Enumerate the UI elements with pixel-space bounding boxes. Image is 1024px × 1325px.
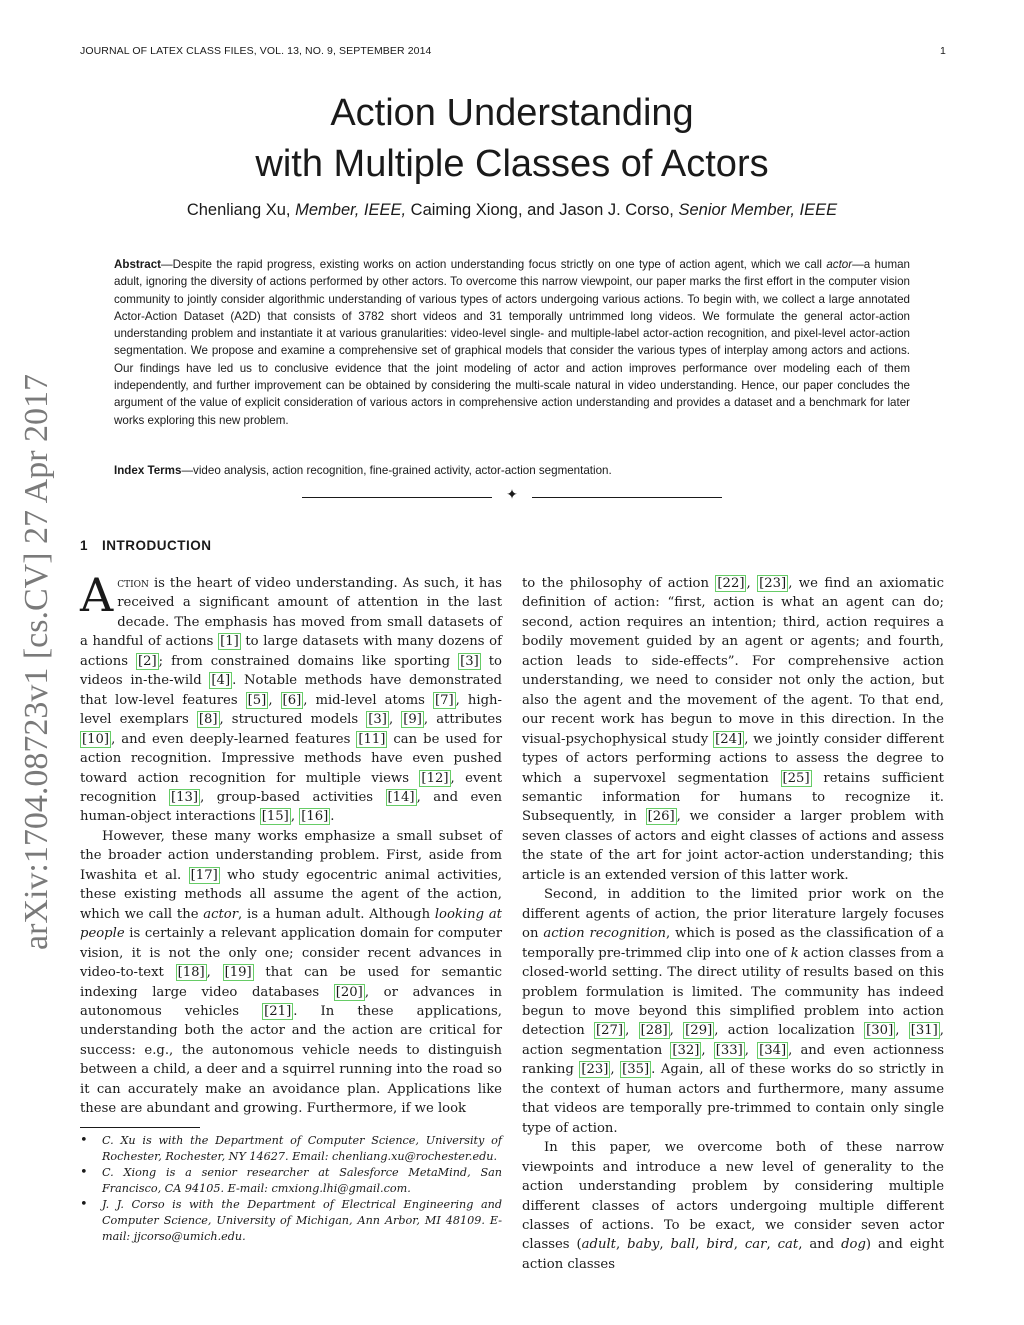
title-line-2: with Multiple Classes of Actors [255,143,769,185]
text-run: , and even deeply-learned features [111,731,357,747]
citation-link[interactable]: [35] [622,1062,650,1078]
actor-class-ball: ball [670,1237,696,1253]
text-run: , mid-level atoms [303,692,433,708]
index-terms-label: Index Terms [114,464,182,477]
citation-link[interactable]: [10] [82,731,110,747]
text-run: , [616,1237,628,1253]
citation-link[interactable]: [28] [640,1023,668,1039]
text-run: action classes from a closed-world setting. The direct utility of results based on this problem formulation is limited. The community has indeed begun to move beyond this simplified problem into action detection [522,945,944,1039]
text-run: , action segmentation [522,1023,944,1058]
footnote-rule [80,1127,200,1128]
text-run: . Notable methods have demonstrated that low-level features [80,673,503,708]
journal-name: JOURNAL OF LATEX CLASS FILES, VOL. 13, NO. 9, SEPTEMBER 2014 [80,45,432,57]
author-footnotes [80,1133,502,1245]
citation-link[interactable]: [20] [335,984,363,1000]
text-run: retains sufficient semantic information for humans to recognize it. Subsequently, in [522,770,944,825]
divider-rule-right [532,497,722,498]
emphasis-action-recognition: action recognition [543,926,667,942]
actor-class-baby: baby [627,1237,660,1253]
intro-paragraph-1 [80,568,503,827]
citation-link[interactable]: [26] [647,809,675,825]
text-run: , [206,965,223,981]
text-run: , we jointly consider different types of actors performing actions to assess the degree to which a supervoxel segmentation [522,731,944,786]
citation-link[interactable]: [1] [220,634,239,650]
citation-link[interactable]: [4] [211,673,231,689]
left-column [80,568,503,1119]
text-run: , [610,1062,621,1078]
intro-paragraph-5 [522,1138,944,1274]
small-caps-text: ction [117,576,149,591]
actor-class-cat: cat [777,1237,799,1253]
text-run: , [669,1023,684,1039]
text-run: , [746,576,758,591]
abstract-actor-term: actor [826,258,853,271]
text-run: . [330,809,335,825]
text-run: , which is posed as the classification of a temporally pre-trimmed clip into one of [522,926,945,961]
abstract [114,256,910,429]
text-run: , [744,1042,758,1058]
right-column [522,574,944,1274]
text-run: is certainly a relevant application domain for computer vision, it is not the only one; consider recent advances in video-to-text [80,926,502,981]
text-run: ) and eight action classes [522,1237,944,1272]
citation-link[interactable]: [5] [247,692,267,708]
citation-link[interactable]: [23] [581,1062,609,1078]
index-terms [114,462,910,479]
drop-cap: A [80,568,114,622]
author-3-role: Senior Member, IEEE [678,201,838,219]
text-run: to large datasets with many dozens of actions [80,634,502,669]
abstract-text-1: —Despite the rapid progress, existing works on action understanding focus strictly on one type of action agent, which we call [161,258,827,271]
text-run: , event recognition [80,770,502,805]
abstract-label: Abstract [114,258,162,271]
text-run: However, these many works emphasize a small subset of the broader action understanding problem. First, aside from Iwashita et al. [80,828,502,883]
text-run: . In these applications, understanding both the actor and the action are critical for success: e.g., the autonomous vehicle needs to distinguish between a child, a deer and a squirrel running into the road so it can accurately make an avoidance plan. Applications like these are abundant and growing. Furthermore, if we look [80,1003,503,1117]
text-run: , action localization [714,1023,865,1039]
footnote-item: • C. Xu is with the Department of Computer Science, University of Rochester, Rochester, NY 14627. Email: chenliang.xu@rochester.edu. [80,1133,502,1164]
citation-link[interactable]: [18] [177,965,205,981]
emphasis-looking-at-people: looking at people [80,906,502,942]
index-terms-text: —video analysis, action recognition, fine-grained activity, actor-action segmentation. [181,464,612,477]
citation-link[interactable]: [6] [282,692,302,708]
text-run: that can be used for semantic indexing large video databases [80,965,503,1000]
intro-paragraph-3 [522,574,944,885]
text-run: is the heart of video understanding. As such, it has received a significant amount of attention in the last decade. The emphasis has moved from small datasets of a handful of actions [80,576,502,650]
citation-link[interactable]: [16] [301,809,329,825]
text-run: , [895,1023,909,1039]
section-number: 1 [80,538,89,553]
actor-class-adult: adult [581,1237,616,1253]
citation-link[interactable]: [29] [685,1023,713,1039]
citation-link[interactable]: [33] [715,1042,743,1058]
running-header [80,45,946,61]
citation-link[interactable]: [22] [717,576,745,591]
text-run: can be used for action recognition. Impressive methods have even pushed toward action recognition for multiple views [80,731,503,786]
text-run: , [701,1042,714,1058]
paper-title [0,88,1024,190]
citation-link[interactable]: [9] [403,712,422,728]
author-list [0,201,1024,220]
citation-link[interactable]: [19] [224,965,252,981]
text-run: , is a human adult. Although [238,906,435,922]
citation-link[interactable]: [14] [387,789,415,805]
actor-class-car: car [744,1237,767,1253]
text-run: In this paper, we overcome both of these narrow viewpoints and introduce a new level of generality to the action understanding problem by considering multiple different classes of actors undergoing multiple different classes of actions. To be exact, we consider seven actor classes ( [522,1140,944,1253]
section-divider [302,487,722,506]
abstract-text-2: —a human adult, ignoring the diversity of actions performed by other actors. To overcome this narrow viewpoint, our paper marks the first effort in the computer vision community to jointly consider algorithmic understanding of various types of actors undergoing various actions. To begin with, we collect a large annotated Actor-Action Dataset (A2D) that consists of 3782 short videos and 31 temporally untrimmed long videos. We formulate the general actor-action understanding problem and instantiate it at various granularities: video-level single- and multiple-label actor-action recognition, and pixel-level actor-action segmentation. We propose and examine a comprehensive set of graphical models that consider the various types of interplay among actors and actions. Our findings have led us to conclusive evidence that the joint modeling of actor and action improves performance over modeling each of them independently, and further improvement can be obtained by considering the multi-scale natural in video understanding. Hence, our paper concludes the argument of the value of explicit consideration of various actors in comprehensive action understanding and provides a dataset and a benchmark for later works exploring this new problem. [114,258,910,427]
text-run: , attributes [423,712,502,728]
actor-class-bird: bird [706,1237,734,1253]
citation-link[interactable]: [12] [421,770,449,786]
citation-link[interactable]: [32] [672,1042,700,1058]
footnote-item: • C. Xiong is a senior researcher at Salesforce MetaMind, San Francisco, CA 94105. E-mail: cmxiong.lhi@gmail.com. [80,1165,502,1196]
text-run: , [733,1237,745,1253]
author-1-role: Member, IEEE, [295,201,407,219]
citation-link[interactable]: [3] [368,712,387,728]
citation-link[interactable]: [2] [137,653,157,669]
citation-link[interactable]: [15] [261,809,289,825]
text-run: , [388,712,402,728]
emphasis-actor: actor [203,906,239,922]
text-run: , high-level exemplars [80,692,502,728]
arxiv-identifier: arXiv:1704.08723v1 [cs.CV] 27 Apr 2017 [18,373,55,950]
text-run: to the philosophy of action [522,576,716,591]
citation-link[interactable]: [13] [170,789,199,805]
citation-link[interactable]: [17] [190,867,218,883]
citation-link[interactable]: [25] [782,770,810,786]
text-run: , or advances in autonomous vehicles [80,984,502,1019]
citation-link[interactable]: [27] [596,1023,624,1039]
text-run: , structured models [219,712,367,728]
section-title: INTRODUCTION [102,538,212,553]
text-run: , [625,1023,639,1039]
intro-paragraph-4 [522,885,944,1138]
emphasis-k: k [790,945,799,961]
citation-link[interactable]: [3] [460,653,479,669]
citation-link[interactable]: [30] [866,1023,894,1039]
citation-link[interactable]: [24] [715,731,743,747]
citation-link[interactable]: [23] [759,576,787,591]
text-run: . Again, all of these works do so strictly in the context of human actors and furthermore, many assume that videos are temporally pre-trimmed to contain only single type of action. [522,1062,944,1136]
text-run: , and even human-object interactions [80,789,502,825]
section-heading [80,538,212,553]
intro-paragraph-2 [80,827,502,1119]
text-run: , [695,1237,707,1253]
citation-link[interactable]: [21] [264,1003,292,1019]
text-run: , and [798,1237,842,1253]
text-run: , [290,809,300,825]
citation-link[interactable]: [31] [910,1023,938,1039]
citation-link[interactable]: [11] [358,731,386,747]
text-run: , and even actionness ranking [522,1042,945,1078]
author-2-3: Caiming Xiong, and Jason J. Corso, [410,201,674,219]
text-run: , [766,1237,778,1253]
text-run: , we consider a larger problem with seven classes of actors and eight classes of actions and assess the state of the art for joint actor-action understanding; this article is an extended version of this latter work. [522,809,944,883]
footnote-item: • J. J. Corso is with the Department of Electrical Engineering and Computer Science, University of Michigan, Ann Arbor, MI 48109. E-mail: jjcorso@umich.edu. [80,1197,502,1244]
title-line-1: Action Understanding [330,92,694,134]
divider-rule-left [302,497,492,498]
page-number: 1 [940,45,946,57]
citation-link[interactable]: [8] [198,712,218,728]
text-run: , group-based activities [200,789,386,805]
text-run: , [268,692,281,708]
text-run: to videos in-the-wild [80,653,502,689]
actor-class-dog: dog [841,1237,866,1253]
text-run: Second, in addition to the limited prior work on the different agents of action, the prior literature largely focuses on [522,887,944,942]
citation-link[interactable]: [34] [759,1042,787,1058]
text-run: ; from constrained domains like sporting [158,653,459,669]
author-1: Chenliang Xu, [186,201,291,219]
text-run: who study egocentric animal activities, these existing methods all assume the agent of the action, which we call the [80,867,502,922]
text-run: , we find an axiomatic definition of action: “first, action is what an agent can do; second, action requires an intention; third, action requires a bodily movement guided by an agent or agents; and fourth, action leads to side-effects”. For comprehensive action understanding, we need to consider not only the action, but also the agent and the movement of the agent. To that end, our recent work has begun to move in this direction. In the visual-psychophysical study [522,576,944,747]
text-run: , [659,1237,671,1253]
citation-link[interactable]: [7] [434,692,454,708]
divider-star-icon: ✦ [506,487,518,503]
